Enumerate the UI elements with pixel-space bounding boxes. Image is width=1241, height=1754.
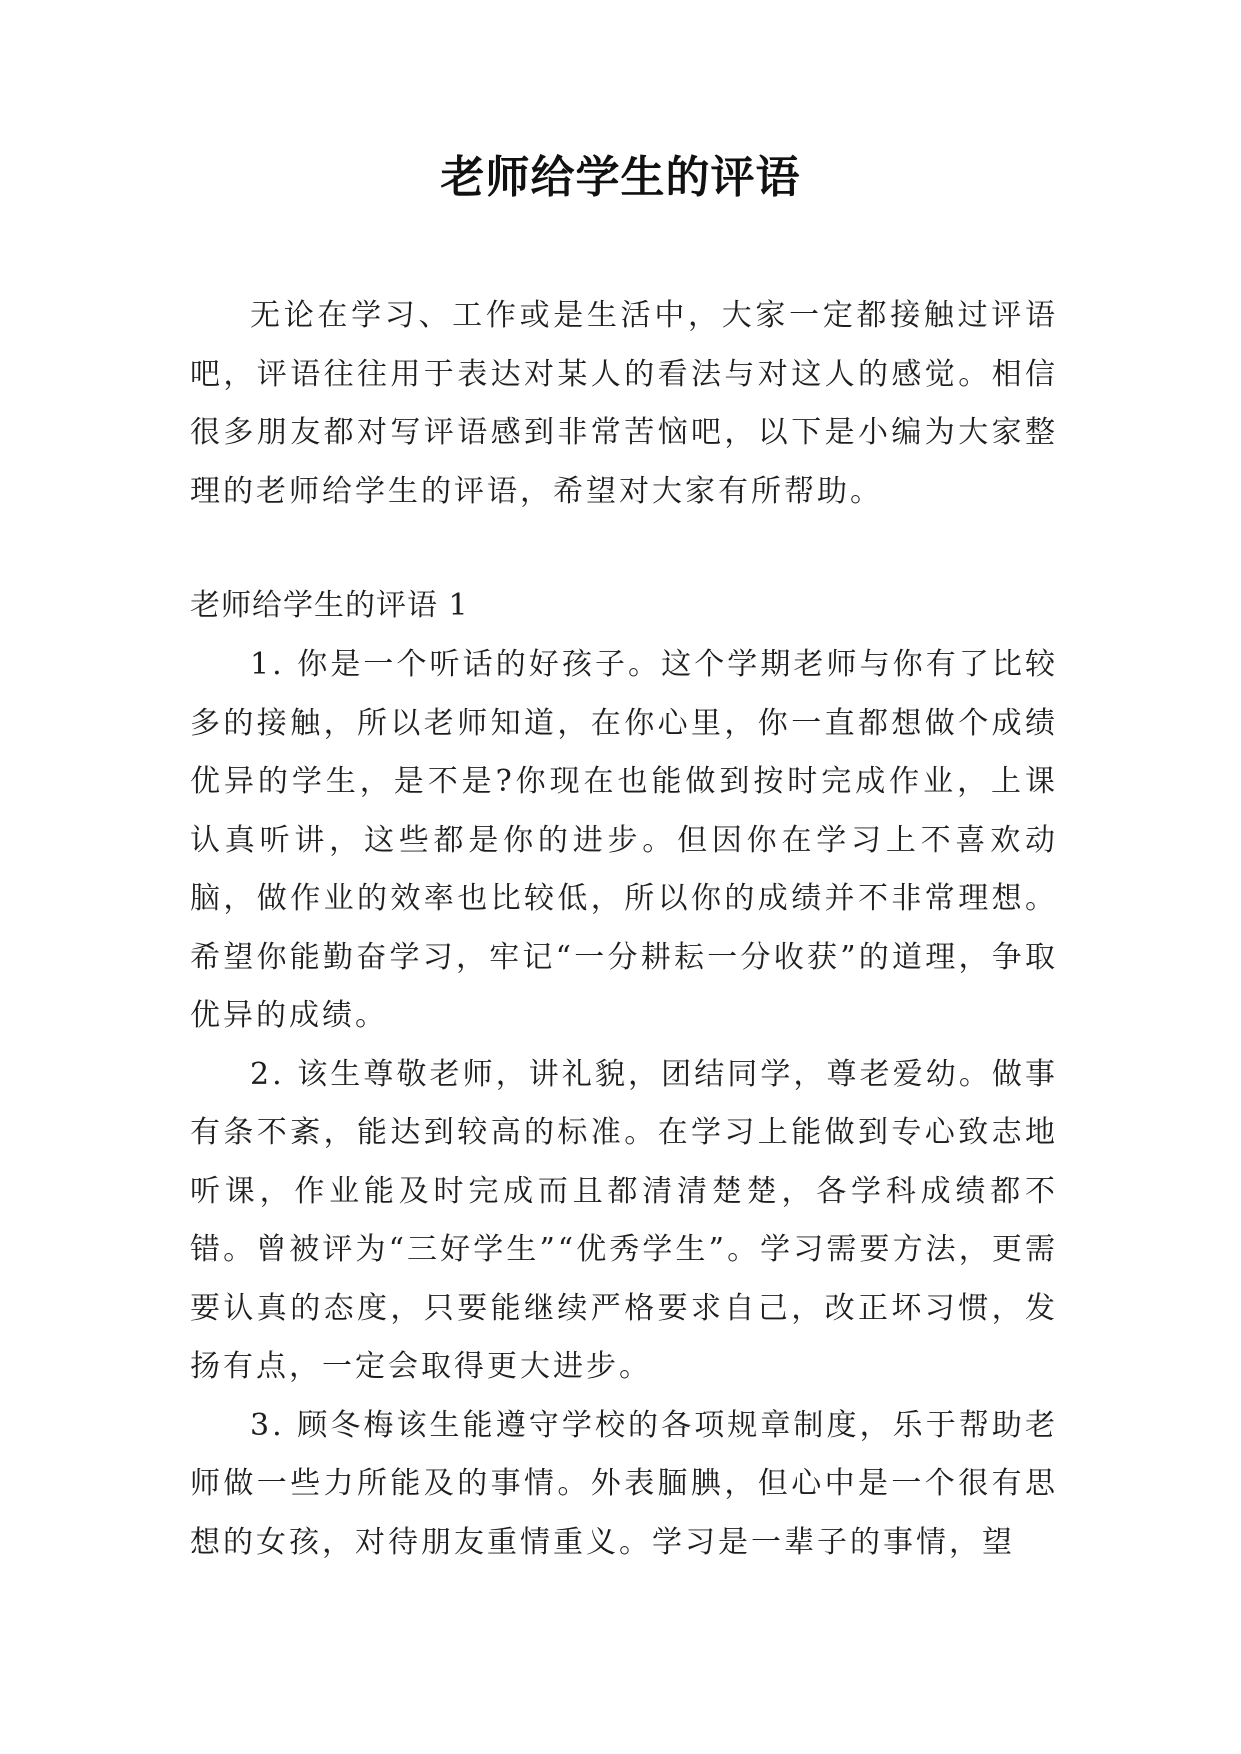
comment-paragraph-2: 2. 该生尊敬老师，讲礼貌，团结同学，尊老爱幼。做事有条不紊，能达到较高的标准。在学习上能做到专心致志地听课，作业能及时完成而且都清清楚楚，各学科成绩都不错。曾被评为“三好学生”“优秀学生”。学习需要方法，更需要认真的态度，只要能继续严格要求自己，改正坏习惯，发扬有点，一定会取得更大进步。 [190, 1056, 1058, 1384]
intro-paragraph: 无论在学习、工作或是生活中，大家一定都接触过评语吧，评语往往用于表达对某人的看法与对这人的感觉。相信很多朋友都对写评语感到非常苦恼吧，以下是小编为大家整理的老师给学生的评语，希望对大家有所帮助。 [190, 298, 1058, 509]
comment-paragraph-1: 1. 你是一个听话的好孩子。这个学期老师与你有了比较多的接触，所以老师知道，在你心里，你一直都想做个成绩优异的学生，是不是?你现在也能做到按时完成作业，上课认真听讲，这些都是你的进步。但因你在学习上不喜欢动脑，做作业的效率也比较低，所以你的成绩并不非常理想。希望你能勤奋学习，牢记“一分耕耘一分收获”的道理，争取优异的成绩。 [190, 647, 1058, 1033]
comment-paragraph-3: 3. 顾冬梅该生能遵守学校的各项规章制度，乐于帮助老师做一些力所能及的事情。外表腼腆，但心中是一个很有思想的女孩，对待朋友重情重义。学习是一辈子的事情，望 [190, 1407, 1058, 1560]
section-heading: 老师给学生的评语 1 [190, 588, 469, 623]
document-title: 老师给学生的评语 [440, 152, 801, 203]
intro-section [190, 287, 1058, 521]
comments-section [190, 636, 1058, 1572]
